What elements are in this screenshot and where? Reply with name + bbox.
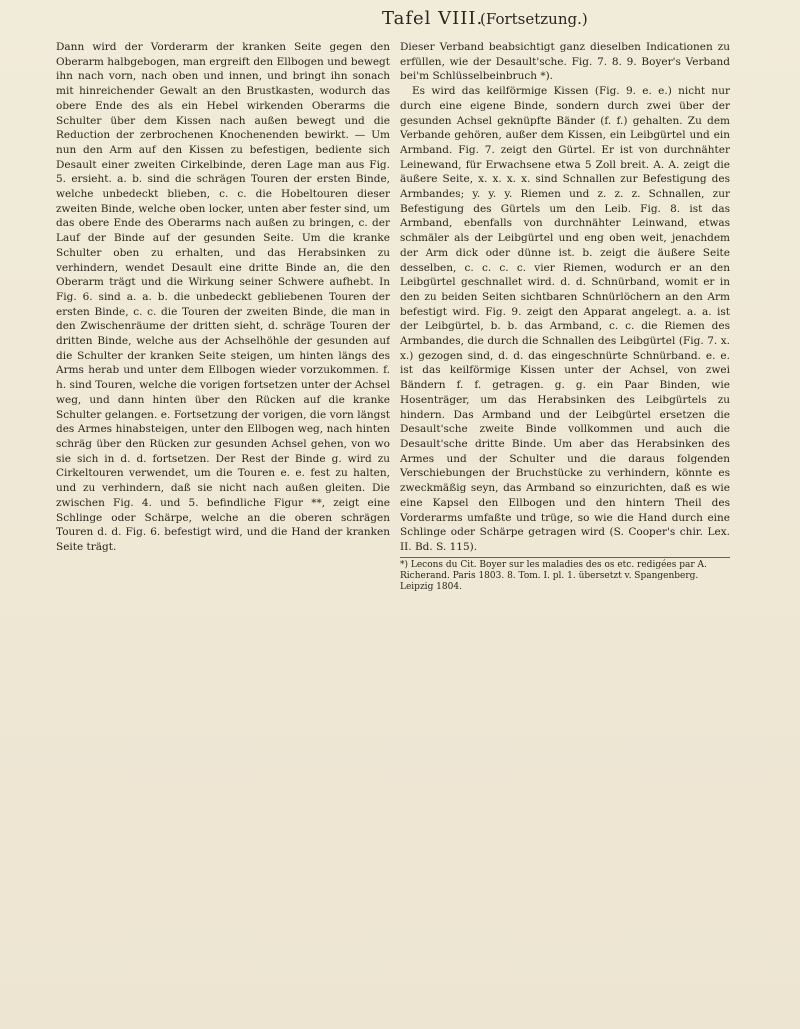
page-header bbox=[0, 8, 800, 32]
left-column bbox=[56, 40, 390, 1020]
continuation-label: (Fortsetzung.) bbox=[480, 10, 588, 28]
right-paragraph: Es wird das keilförmige Kissen (Fig. 9. e. e.) nicht nur durch eine eigene Binde, sondern durch zwei über der gesunden Achsel geknüpfte Bänder (f. f.) gehalten. Zu dem Verbande gehören, außer dem Kissen, ein Leibgürtel und ein Armband. Fig. 7. zeigt den Gürtel. Er ist von durchnähter Leinewand, für Erwachsene etwa 5 Zoll breit. A. A. zeigt die äußere Seite, x. x. x. x. sind Schnallen zur Befestigung des Armbandes; y. y. y. Riemen und z. z. z. Schnallen, zur Befestigung des Gürtels um den Leib. Fig. 8. ist das Armband, ebenfalls von durchnähter Leinwand, etwas schmäler als der Leibgürtel und eng oben weit, jenachdem der Arm dick oder dünne ist. b. zeigt die äußere Seite desselben, c. c. c. c. vier Riemen, wodurch er an den Leibgürtel geschnallet wird. d. d. Schnürband, womit er in den zu beiden Seiten sichtbaren Schnürlöchern an den Arm befestigt wird. Fig. 9. zeigt den Apparat angelegt. a. a. ist der Leibgürtel, b. b. das Armband, c. c. die Riemen des Armbandes, die durch die Schnallen des Leibgürtel (Fig. 7. x. x.) gezogen sind, d. d. das eingeschnürte Schnürband. e. e. ist das keilförmige Kissen unter der Achsel, von zwei Bändern f. f. getragen. g. g. ein Paar Binden, wie Hosenträger, um das Herabsinken des Leibgürtels zu hindern. Das Armband und der Leibgürtel ersetzen die Desault'sche zweite Binde vollkommen und auch die Desault'sche dritte Binde. Um aber das Herabsinken des Armes und der Schulter und die daraus folgenden Verschiebungen der Bruchstücke zu verhindern, könnte es zweckmäßig seyn, das Armband so einzurichten, daß es wie eine Kapsel den Ellbogen und den hintern Theil des Vorderarms umfaßte und trüge, so wie die Hand durch eine Schlinge oder Schärpe getragen wird (S. Cooper's chir. Lex. II. Bd. S. 115). bbox=[400, 85, 730, 553]
plate-title: Tafel VIII. bbox=[382, 8, 484, 29]
right-column bbox=[400, 40, 730, 1020]
right-paragraph: Dieser Verband beabsichtigt ganz dieselben Indicationen zu erfüllen, wie der Desault'sche. Fig. 7. 8. 9. Boyer's Verband bei'm Schlüsselbeinbruch *). bbox=[400, 41, 730, 83]
left-paragraph: Dann wird der Vorderarm der kranken Seite gegen den Oberarm halbgebogen, man ergreift den Ellbogen und bewegt ihn nach vorn, nach oben und innen, und bringt ihn sonach mit hinreichender Gewalt an den Brustkasten, wodurch das obere Ende des als ein Hebel wirkenden Oberarms die Schulter über dem Kissen nach außen bewegt und die Reduction der zerbrochenen Knochenenden bewirkt. — Um nun den Arm auf den Kissen zu befestigen, bediente sich Desault einer zweiten Cirkelbinde, deren Lage man aus Fig. 5. ersieht. a. b. sind die schrägen Touren der ersten Binde, welche unbedeckt blieben, c. c. die Hobeltouren dieser zweiten Binde, welche oben locker, unten aber fester sind, um das obere Ende des Oberarms nach außen zu bringen, c. der Lauf der Binde auf der gesunden Seite. Um die kranke Schulter oben zu erhalten, und das Herabsinken zu verhindern, wendet Desault eine dritte Binde an, die den Oberarm trägt und die Wirkung seiner Schwere aufhebt. In Fig. 6. sind a. a. b. die unbedeckt gebliebenen Touren der ersten Binde, c. c. die Touren der zweiten Binde, die man in den Zwischenräume der dritten sieht, d. schräge Touren der dritten Binde, welche aus der Achselhöhle der gesunden auf die Schulter der kranken Seite steigen, um hinten längs des Arms herab und unter dem Ellbogen wieder vorzukommen. f. h. sind Touren, welche die vorigen fortsetzen unter der Achsel weg, und dann hinten über den Rücken auf die kranke Schulter gelangen. e. Fortsetzung der vorigen, die vorn längst des Armes hinabsteigen, unter den Ellbogen weg, nach hinten schräg über den Rücken zur gesunden Achsel gehen, von wo sie sich in d. d. fortsetzen. Der Rest der Binde g. wird zu Cirkeltouren verwendet, um die Touren e. e. fest zu halten, und zu verhindern, daß sie nicht nach außen gleiten. Die zwischen Fig. 4. und 5. befindliche Figur **, zeigt eine Schlinge oder Schärpe, welche an die oberen schrägen Touren d. d. Fig. 6. befestigt wird, und die Hand der kranken Seite trägt. bbox=[56, 41, 390, 553]
footnote: *) Lecons du Cit. Boyer sur les maladies des os etc. redigées par A. Richerand. Paris 1803. 8. Tom. I. pl. 1. übersetzt v. Spangenberg. Leipzig 1804. bbox=[400, 557, 730, 593]
